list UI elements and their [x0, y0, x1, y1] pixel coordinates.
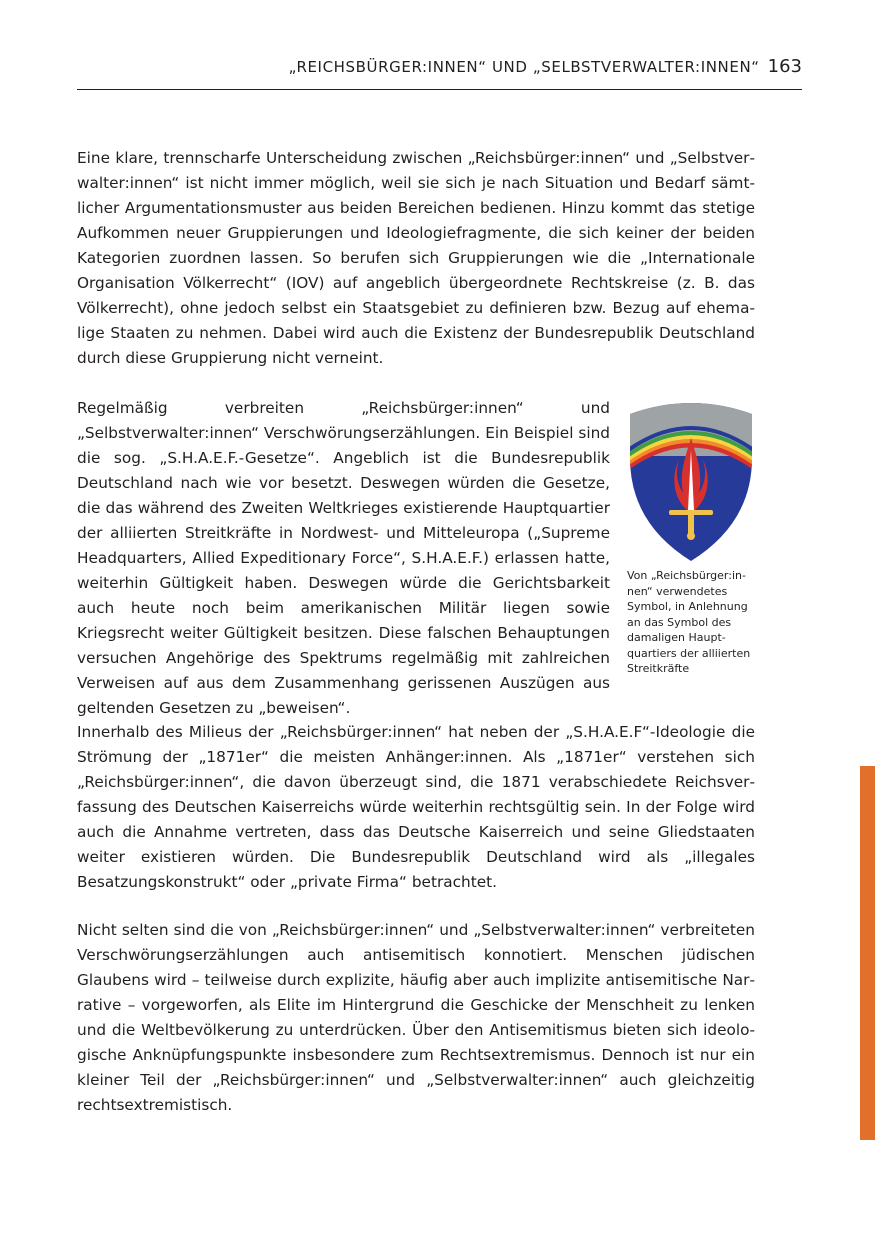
paragraph-1871er: Innerhalb des Milieus der „Reichsbürger:innen“ hat neben der „S.H.A.E.F“-Ideologie die Strömung der „1871er“ die meisten Anhänger:innen. Als „1871er“ verstehen sich „Reichsbürger:innen“, die davon überzeugt sind, die 1871 verabschiedete Reichsverfassung des Deutschen Kaiserreichs würde weiterhin rechtsgültig sein. In der Folge wird auch die Annahme vertreten, dass das Deutsche Kaiserreich und seine Gliedstaaten weiter existieren würden. Die Bundesrepublik Deutschland wird als „illegales Besatzungskonstrukt“ oder „private Firma“ betrachtet.	[77, 723, 755, 891]
page-number: 163	[767, 56, 802, 77]
running-header-title: „REICHSBÜRGER:INNEN“ UND „SELBSTVERWALTER:INNEN“	[288, 58, 760, 76]
paragraph-shaef: Regelmäßig verbreiten „Reichsbürger:innen“ und „Selbstverwalter:innen“ Verschwörungserzählungen. Ein Beispiel sind die sog. „S.H.A.E.F.-Gesetze“. Angeblich ist die Bundesrepublik Deutschland nach wie vor besetzt. Deswegen würden die Gesetze, die das während des Zweiten Weltkrieges existierende Hauptquartier der alliierten Streitkräfte in Nordwest- und Mitteleuropa („Supreme Headquarters, Allied Expeditionary Force“, S.H.A.E.F.) erlassen hatte, weiterhin Gültigkeit haben. Deswegen würde die Gerichtsbarkeit auch heute noch beim amerikanischen Militär liegen sowie Kriegsrecht weiter Gültigkeit besitzen. Diese falschen Behauptungen versuchen Angehörige des Spektrums regelmäßig mit zahlreichen Verweisen auf aus dem Zusammenhang gerissenen Auszügen aus geltenden Gesetzen zu „beweisen“.	[77, 399, 610, 717]
paragraph-intro: Eine klare, trennscharfe Unterscheidung zwischen „Reichsbürger:innen“ und „Selbstverwalter:innen“ ist nicht immer möglich, weil sie sich je nach Situation und Bedarf sämtlicher Argumentationsmuster aus beiden Bereichen bedienen. Hinzu kommt das stetige Aufkommen neuer Gruppierungen und Ideologiefragmente, die sich keiner der beiden Kategorien zuordnen lassen. So berufen sich Gruppierungen wie die „Internationale Organisation Völkerrecht“ (IOV) auf angeblich übergeordnete Rechtskreise (z. B. das Völkerrecht), ohne jedoch selbst ein Staatsgebiet zu definieren bzw. Bezug auf ehemalige Staaten zu nehmen. Dabei wird auch die Existenz der Bundesrepublik Deutschland durch diese Gruppierung nicht verneint.	[77, 149, 755, 367]
shield-figure	[627, 398, 755, 677]
running-header	[77, 56, 802, 90]
chapter-marker-tab	[860, 766, 875, 1140]
paragraph-antisemitism: Nicht selten sind die von „Reichsbürger:innen“ und „Selbstverwalter:innen“ verbreiteten Verschwörungserzählungen auch antisemitisch konnotiert. Menschen jüdischen Glaubens wird – teilweise durch explizite, häufig aber auch implizite antisemitische Narrative – vorgeworfen, als Elite im Hintergrund die Geschicke der Menschheit zu lenken und die Weltbevölkerung zu unterdrücken. Über den Antisemitismus bieten sich ideologische Anknüpfungspunkte insbesondere zum Rechtsextremismus. Dennoch ist nur ein kleiner Teil der „Reichsbürger:innen“ und „Selbstverwalter:innen“ auch gleichzeitig rechtsextremistisch.	[77, 921, 755, 1114]
figure-caption: Von „Reichsbürger:innen“ verwendetes Symbol, in Anlehnung an das Symbol des damaligen Hauptquartiers der alliierten Streitkräfte	[627, 569, 751, 675]
shaef-shield-icon	[627, 398, 755, 562]
